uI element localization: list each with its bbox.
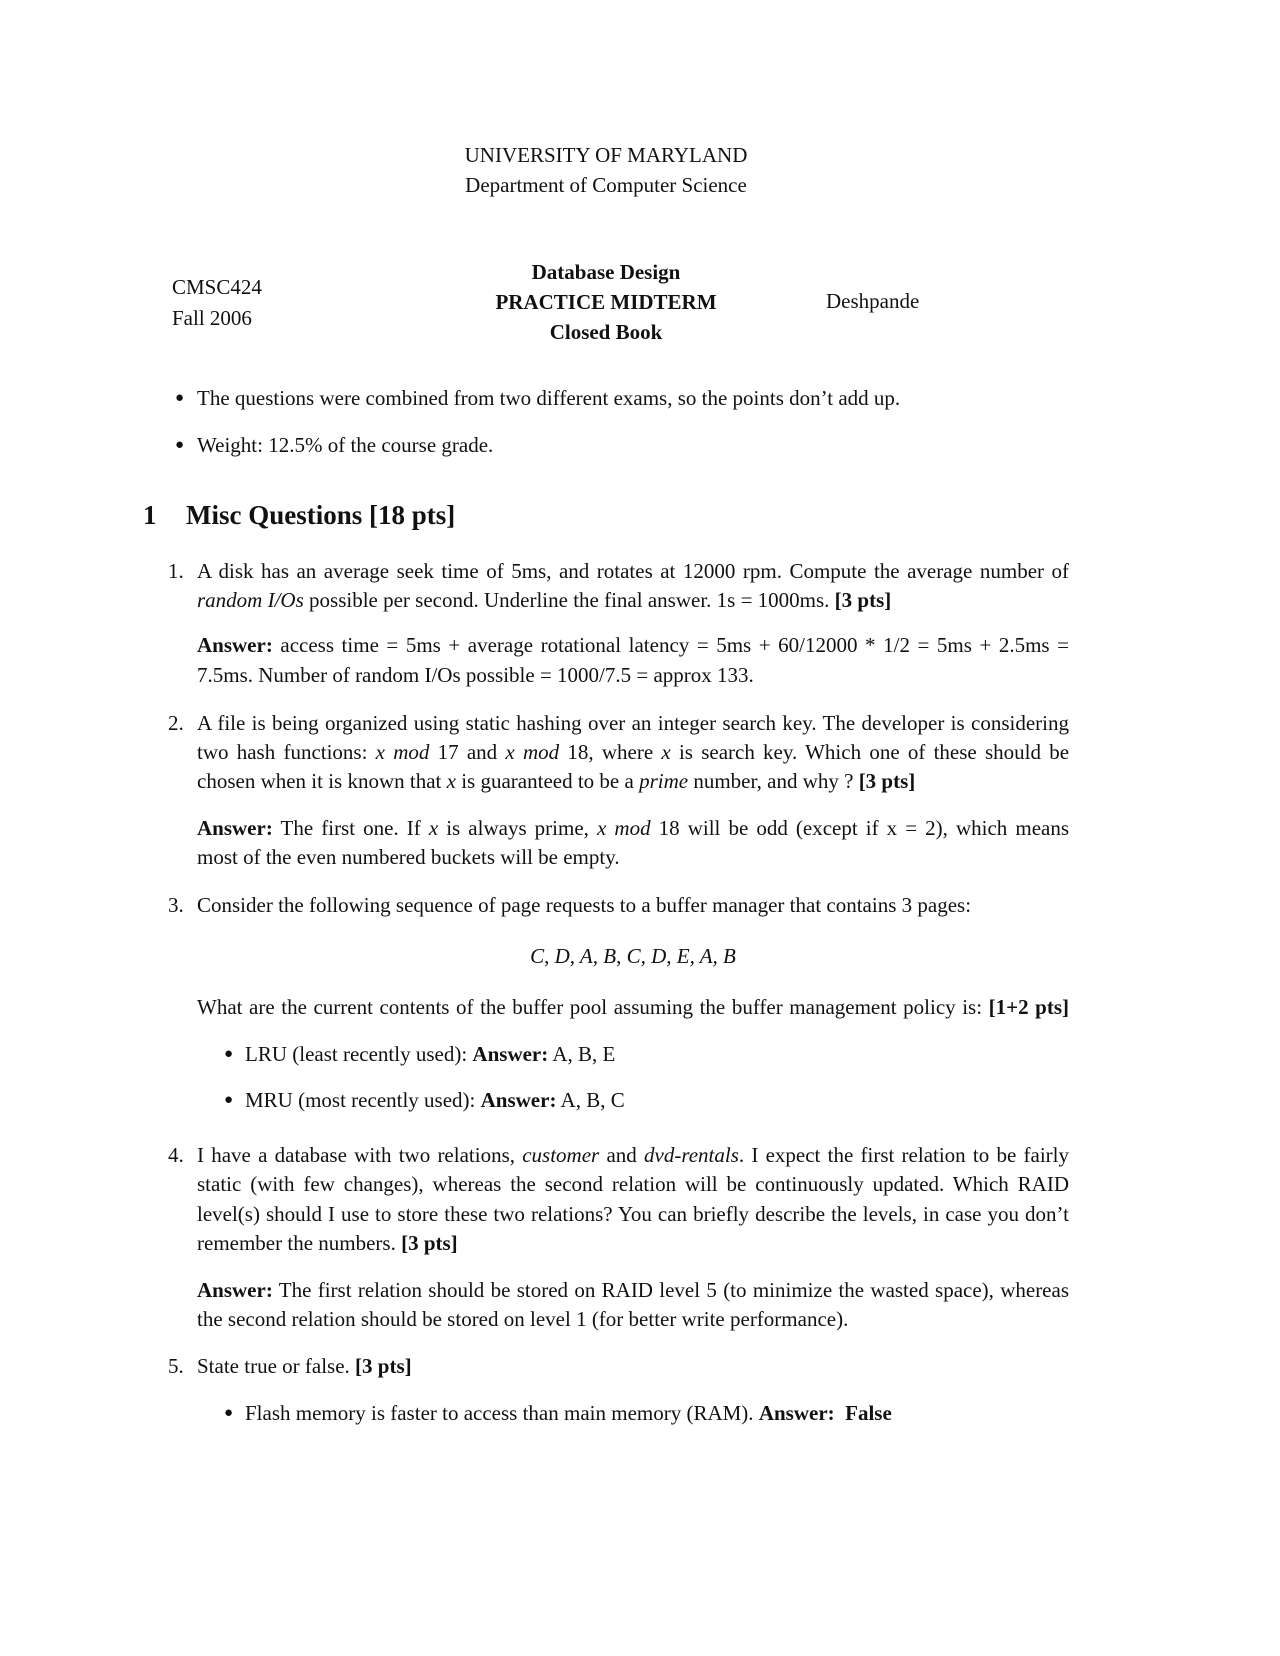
- list-item: [245, 1088, 625, 1113]
- text-run: Flash memory is faster to access than main memory (RAM).: [245, 1401, 759, 1425]
- emphasis: dvd-rentals: [644, 1143, 739, 1167]
- math-var: x: [661, 740, 671, 764]
- text-run: access time = 5ms + average rotational latency = 5ms + 60/12000 * 1/2 = 5ms + 2.5ms =: [272, 633, 1069, 657]
- text-run: The first relation should be stored on RAID level 5 (to minimize the wasted space), whereas: [272, 1278, 1069, 1302]
- text-run: A, B, E: [548, 1042, 616, 1066]
- text-run: is search key. Which one of these should be: [670, 740, 1070, 764]
- answer-label: Answer:: [480, 1088, 557, 1112]
- note-item: The questions were combined from two different exams, so the points don’t add up.: [197, 386, 901, 410]
- question-number: 3.: [168, 893, 184, 917]
- answer-text: [197, 816, 1069, 841]
- question-number: 5.: [168, 1354, 184, 1378]
- question-text: level(s) should I use to store these two relations? You can briefly describe the levels, in case you don’t: [197, 1202, 1069, 1226]
- math-var: x: [597, 816, 607, 840]
- answer-text: most of the even numbered buckets will be empty.: [197, 845, 620, 869]
- answer-label: Answer:: [758, 1401, 835, 1425]
- text-run: is always prime,: [438, 816, 597, 840]
- question-text: [197, 1143, 1069, 1168]
- question-text: A disk has an average seek time of 5ms, and rotates at 12000 rpm. Compute the average number of: [197, 559, 1069, 583]
- math-var: x: [505, 740, 515, 764]
- question-text: static (with few changes), whereas the second relation will be continuously updated. Which RAID: [197, 1172, 1069, 1196]
- bullet-icon: ●: [224, 1046, 234, 1062]
- answer-text: [197, 1278, 1069, 1303]
- text-run: The first one. If: [272, 816, 429, 840]
- question-number: 1.: [168, 559, 184, 583]
- list-item: [245, 1401, 892, 1426]
- emphasis: prime: [639, 769, 689, 793]
- points-label: [3 pts]: [355, 1354, 412, 1378]
- question-text: [197, 740, 1069, 765]
- text-run: remember the numbers.: [197, 1231, 402, 1255]
- text-run: possible per second. Underline the final answer. 1s = 1000ms.: [303, 588, 835, 612]
- text-run: . I expect the first relation to be fairly: [738, 1143, 1069, 1167]
- emphasis: random I/Os: [197, 588, 304, 612]
- question-text: Consider the following sequence of page requests to a buffer manager that contains 3 pages:: [197, 893, 972, 917]
- math-var: x: [375, 740, 385, 764]
- text-run: State true or false.: [197, 1354, 356, 1378]
- text-run: 18, where: [559, 740, 662, 764]
- answer-text: 7.5ms. Number of random I/Os possible = 1000/7.5 = approx 133.: [197, 663, 754, 687]
- text-run: What are the current contents of the buffer pool assuming the buffer management policy is:: [197, 995, 989, 1019]
- exam-subject: Database Design: [531, 260, 681, 284]
- math-op: mod: [393, 740, 430, 764]
- answer-label: Answer:: [197, 1278, 273, 1302]
- text-run: 17 and: [429, 740, 506, 764]
- math-var: x: [446, 769, 456, 793]
- exam-title: PRACTICE MIDTERM: [495, 290, 717, 314]
- question-text: [197, 769, 915, 794]
- university-name: UNIVERSITY OF MARYLAND: [464, 143, 748, 167]
- math-var: x: [428, 816, 439, 840]
- text-run: number, and why ?: [688, 769, 859, 793]
- math-op: mod: [614, 816, 651, 840]
- exam-mode: Closed Book: [549, 320, 663, 344]
- answer-text: [197, 633, 1069, 658]
- question-text: [197, 995, 1069, 1020]
- answer-value: False: [845, 1401, 892, 1425]
- text-run: and: [599, 1143, 645, 1167]
- question-text: [197, 588, 891, 613]
- question-text: A file is being organized using static hashing over an integer search key. The developer is considering: [197, 711, 1069, 735]
- question-number: 4.: [168, 1143, 184, 1167]
- course-term: Fall 2006: [172, 306, 252, 330]
- instructor-name: Deshpande: [826, 289, 920, 313]
- text-run: is guaranteed to be a: [455, 769, 640, 793]
- points-label: [3 pts]: [834, 588, 892, 612]
- points-label: [3 pts]: [401, 1231, 458, 1255]
- points-label: [1+2 pts]: [988, 995, 1069, 1019]
- section-title: Misc Questions [18 pts]: [186, 500, 456, 530]
- list-item: [245, 1042, 615, 1067]
- text-run: 18 will be odd (except if x = 2), which means: [650, 816, 1070, 840]
- answer-label: Answer:: [472, 1042, 549, 1066]
- math-op: mod: [522, 740, 560, 764]
- text-run: chosen when it is known that: [197, 769, 447, 793]
- question-text: [197, 1354, 412, 1379]
- bullet-icon: ●: [175, 437, 185, 453]
- answer-label: Answer:: [197, 816, 273, 840]
- department-name: Department of Computer Science: [465, 173, 747, 197]
- answer-text: the second relation should be stored on level 1 (for better write performance).: [197, 1307, 849, 1331]
- question-text: [197, 1231, 458, 1256]
- note-item: Weight: 12.5% of the course grade.: [197, 433, 494, 457]
- bullet-icon: ●: [175, 390, 185, 406]
- question-number: 2.: [168, 711, 184, 735]
- text-run: I have a database with two relations,: [197, 1143, 523, 1167]
- points-label: [3 pts]: [858, 769, 916, 793]
- text-run: LRU (least recently used):: [245, 1042, 473, 1066]
- emphasis: customer: [522, 1143, 600, 1167]
- course-code: CMSC424: [172, 275, 262, 299]
- text-run: A, B, C: [556, 1088, 625, 1112]
- text-run: MRU (most recently used):: [245, 1088, 481, 1112]
- bullet-icon: ●: [224, 1405, 234, 1421]
- answer-label: Answer:: [197, 633, 273, 657]
- bullet-icon: ●: [224, 1092, 234, 1108]
- page-request-sequence: C, D, A, B, C, D, E, A, B: [530, 944, 736, 968]
- section-number: 1: [143, 500, 157, 530]
- text-run: two hash functions:: [197, 740, 376, 764]
